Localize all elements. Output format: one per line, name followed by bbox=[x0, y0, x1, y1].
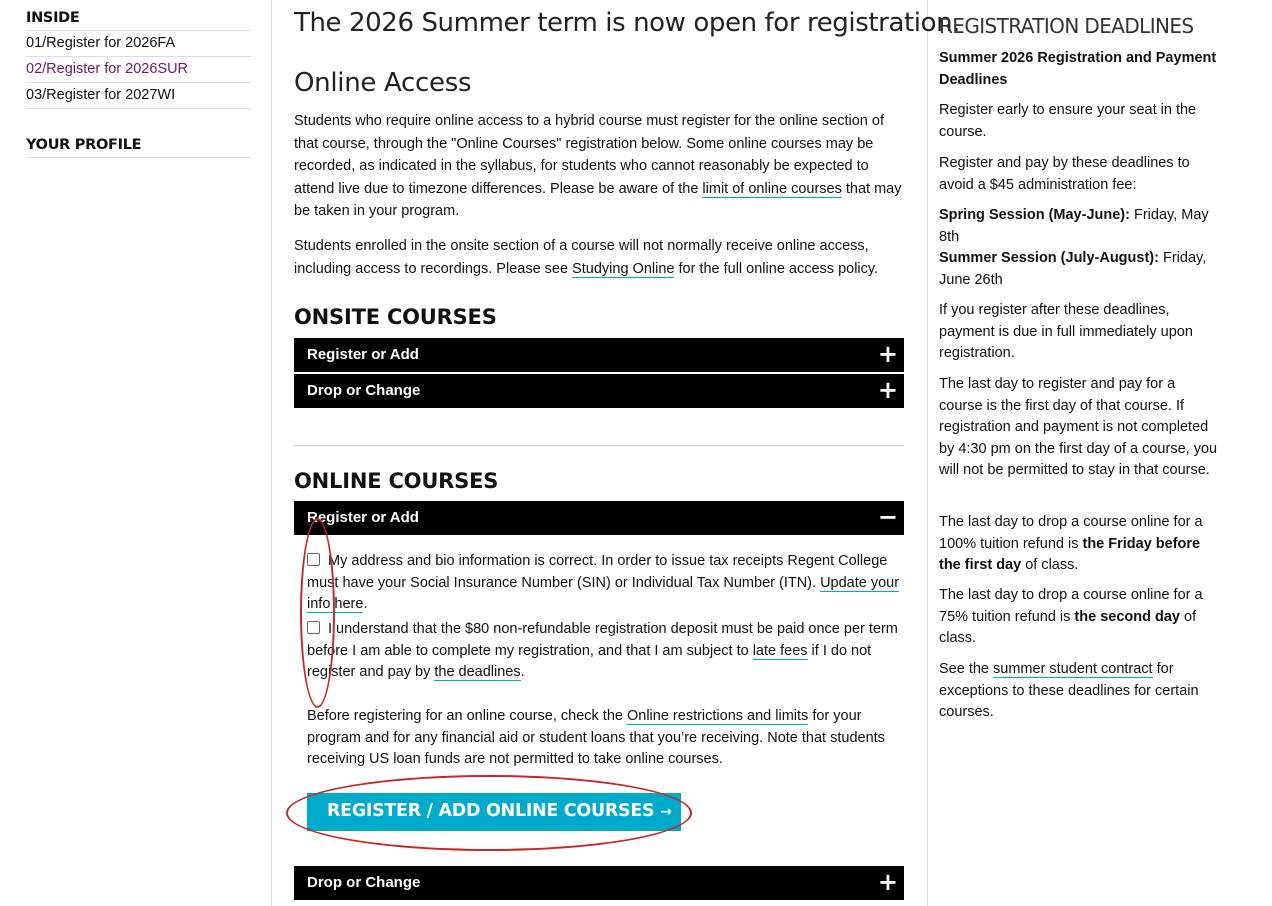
register-early-text: Register early to ensure your seat in the course. bbox=[939, 102, 1197, 140]
accordion-label: Register or Add bbox=[307, 509, 419, 526]
plus-icon: + bbox=[877, 340, 898, 368]
online-drop-or-change-accordion[interactable] bbox=[294, 866, 904, 900]
paragraph-text: for exceptions to these deadlines for certain courses. bbox=[939, 661, 1199, 720]
studying-online-link[interactable]: Studying Online bbox=[572, 260, 675, 277]
onsite-drop-or-change-accordion[interactable] bbox=[294, 374, 904, 408]
online-restrictions-note bbox=[307, 706, 902, 771]
onsite-register-or-add-accordion[interactable] bbox=[294, 338, 904, 372]
paragraph-text: See the bbox=[939, 661, 994, 677]
summer-student-contract-link[interactable]: summer student contract bbox=[993, 661, 1153, 677]
drop-100-refund-text bbox=[939, 512, 1219, 577]
bio-confirmation-checkbox[interactable] bbox=[307, 553, 320, 566]
deadlines-subtitle: Summer 2026 Registration and Payment Deadlines bbox=[939, 50, 1217, 88]
late-registration-text: If you register after these deadlines, payment is due in full immediately upon registration. bbox=[939, 302, 1193, 361]
online-courses-title: ONLINE COURSES bbox=[294, 469, 499, 493]
sidebar-item-2027wi[interactable] bbox=[26, 83, 251, 109]
sidebar-item-2026fa[interactable] bbox=[26, 31, 251, 57]
spring-session-label: Spring Session (May-June): bbox=[939, 207, 1130, 223]
sidebar-item-number: 03/ bbox=[26, 87, 47, 103]
paragraph-text: Students enrolled in the onsite section of a course will not normally receive online access, including access to recordings. Please see bbox=[294, 238, 869, 277]
plus-icon: + bbox=[877, 868, 898, 896]
deposit-confirmation-checkbox[interactable] bbox=[307, 621, 320, 634]
online-access-paragraph-2 bbox=[294, 235, 902, 280]
late-fees-link[interactable]: late fees bbox=[752, 642, 808, 659]
checkbox-label: . bbox=[520, 664, 525, 680]
plus-icon: + bbox=[877, 376, 898, 404]
minus-icon: − bbox=[877, 503, 898, 531]
paragraph-bold: the second day bbox=[1074, 608, 1180, 625]
sidebar-heading-inside: INSIDE bbox=[26, 8, 251, 31]
paragraph-text: of class. bbox=[1021, 557, 1079, 573]
section-divider bbox=[294, 445, 904, 446]
register-add-online-courses-button[interactable] bbox=[307, 793, 681, 831]
paragraph-text: for the full online access policy. bbox=[674, 260, 879, 277]
spring-session-date: Friday, May 8th bbox=[939, 207, 1209, 245]
sidebar-item-number: 01/ bbox=[26, 35, 47, 51]
online-restrictions-link[interactable]: Online restrictions and limits bbox=[626, 708, 809, 724]
limit-of-online-courses-link[interactable]: limit of online courses bbox=[702, 180, 842, 197]
left-sidebar bbox=[26, 8, 251, 158]
column-divider-left bbox=[271, 0, 272, 906]
online-access-title: Online Access bbox=[294, 68, 472, 98]
checkbox-label: if I do not register and pay by bbox=[307, 642, 872, 680]
page-headline: The 2026 Summer term is now open for registration. bbox=[294, 8, 961, 38]
summer-session-deadline bbox=[939, 248, 1219, 291]
spring-session-deadline bbox=[939, 205, 1219, 248]
paragraph-text: The last day to drop a course online for a 100% tuition refund is bbox=[939, 514, 1203, 552]
summer-session-label: Summer Session (July-August): bbox=[939, 250, 1159, 266]
accordion-label: Drop or Change bbox=[307, 874, 421, 891]
student-contract-text bbox=[939, 659, 1219, 724]
accordion-label: Drop or Change bbox=[307, 382, 421, 399]
sidebar-item-label: Register for 2027WI bbox=[46, 87, 176, 103]
paragraph-text: The last day to drop a course online for a 75% tuition refund is bbox=[939, 587, 1203, 625]
onsite-courses-title: ONSITE COURSES bbox=[294, 305, 497, 329]
drop-75-refund-text bbox=[939, 585, 1219, 650]
the-deadlines-link[interactable]: the deadlines bbox=[434, 664, 521, 680]
last-day-register-text: The last day to register and pay for a course is the first day of that course. If registration and payment is not completed by 4:30 pm on the first day of a course, you will not be permitted to stay in that course. bbox=[939, 376, 1218, 478]
register-pay-text: Register and pay by these deadlines to avoid a $45 administration fee: bbox=[939, 155, 1190, 193]
checkbox-label: My address and bio information is correct. In order to issue tax receipts Regent College must have your Social Insurance Number (SIN) or Individual Tax Number (ITN). bbox=[307, 553, 888, 591]
paragraph-bold: the Friday before the first day bbox=[939, 535, 1201, 573]
bio-confirmation-row bbox=[307, 551, 902, 616]
sidebar-item-number: 02/ bbox=[26, 61, 47, 77]
deposit-confirmation-row bbox=[307, 619, 902, 684]
accordion-label: Register or Add bbox=[307, 346, 419, 363]
deadlines-title: REGISTRATION DEADLINES bbox=[939, 14, 1194, 38]
paragraph-text: that may be taken in your program. bbox=[294, 180, 902, 219]
online-access-paragraph-1 bbox=[294, 110, 902, 223]
sidebar-item-label: Register for 2026FA bbox=[46, 35, 176, 51]
arrow-right-icon: → bbox=[660, 804, 672, 820]
checkbox-label: I understand that the $80 non-refundable registration deposit must be paid once per term before I am able to complete my registration, and that I am subject to bbox=[307, 621, 898, 659]
note-text: Before registering for an online course, check the bbox=[307, 708, 627, 724]
button-label: REGISTER / ADD ONLINE COURSES bbox=[327, 801, 655, 821]
online-register-or-add-accordion[interactable] bbox=[294, 501, 904, 535]
sidebar-heading-your-profile[interactable]: YOUR PROFILE bbox=[26, 135, 251, 158]
sidebar-item-2026sur[interactable] bbox=[26, 57, 251, 83]
summer-session-date: Friday, June 26th bbox=[939, 250, 1207, 288]
checkbox-label: . bbox=[363, 596, 368, 612]
sidebar-item-label: Register for 2026SUR bbox=[46, 61, 189, 77]
column-divider-right bbox=[927, 0, 928, 906]
update-your-info-link[interactable]: Update your info here bbox=[307, 574, 900, 612]
paragraph-text: Students who require online access to a hybrid course must register for the online section of that course, through the "Online Courses" registration below. Some online courses may be recorded, as indicated in the syllabus, for students who cannot reasonably be expected to attend live due to timezone differences. Please be aware of the bbox=[294, 113, 884, 197]
note-text: for your program and for any financial aid or student loans that you’re receiving. Note that students receiving US loan funds are not permitted to take online courses. bbox=[307, 708, 885, 767]
paragraph-text: of class. bbox=[939, 608, 1197, 646]
